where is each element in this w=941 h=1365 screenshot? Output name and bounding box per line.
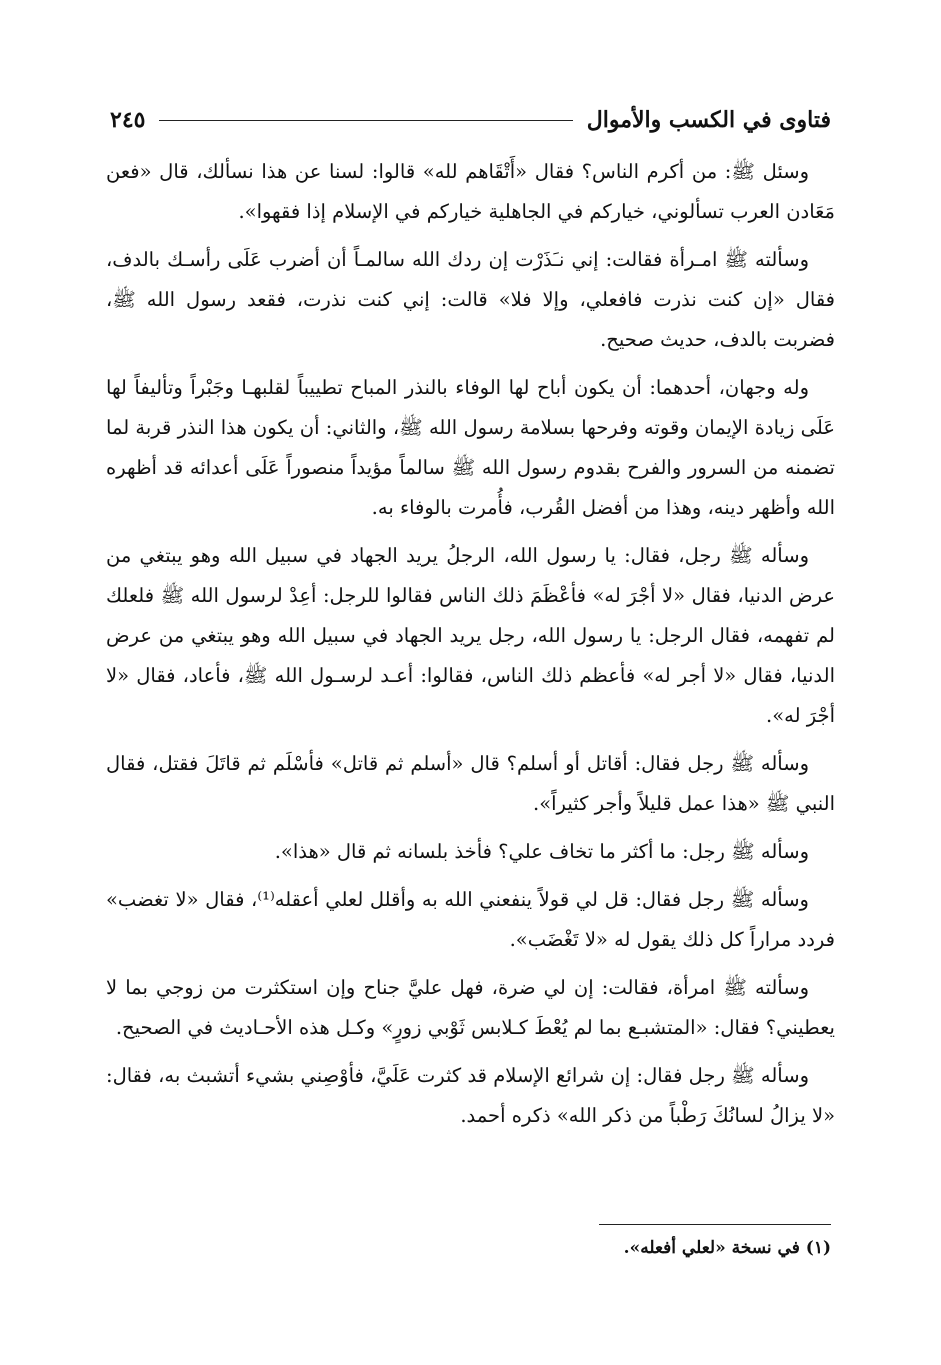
footnote-separator: [599, 1224, 831, 1225]
paragraph: وسأله ﷺ رجل فقال: إن شرائع الإسلام قد كثرت عَلَيَّ، فأوْصِني بشيء أتشبث به، فقال: «لا يزالُ لسانُكَ رَطْباً من ذكر الله» ذكره أحمد.: [106, 1064, 835, 1127]
paragraph: وسأله ﷺ رجل، فقال: يا رسول الله، الرجلُ يريد الجهاد في سبيل الله وهو يبتغي من عرض الدنيا، فقال «لا أجْرَ له» فأعْظَمَ ذلك الناس فقالوا للرجل: أعِدْ لرسول الله ﷺ فلعلك لم تفهمه، فقال الرجل: يا رسول الله، رجل يريد الجهاد في سبيل الله وهو يبتغي من عرض الدنيا، فقال «لا أجر له» فأعظم ذلك الناس، فقالوا: أعـد لرسـول الله ﷺ، فأعاد، فقال «لا أجْرَ له».: [106, 544, 835, 727]
page-body: [106, 152, 835, 1144]
page-number: ٢٤٥: [110, 107, 146, 133]
paragraph: وله وجهان، أحدهما: أن يكون أباح لها الوفاء بالنذر المباح تطييباً لقلبهـا وجَبْراً وتأليفاً لها عَلَى زيادة الإيمان وقوته وفرحها بسلامة رسول الله ﷺ، والثاني: أن يكون هذا النذر قربة لما تضمنه من السرور والفرح بقدوم رسول الله ﷺ سالماً مؤيداً منصوراً عَلَى أعدائه قد أظهره الله وأظهر دينه، وهذا من أفضل القُرب، فأُمرت بالوفاء به.: [106, 376, 835, 519]
header-rule: [159, 120, 572, 121]
paragraph: وسئل ﷺ: من أكرم الناس؟ فقال «أَتْقَاهم لله» قالوا: لسنا عن هذا نسألك، قال «فعن مَعَادن العرب تسألوني، خيارکم في الجاهلية خيارکم في الإسلام إذا فقهوا».: [106, 160, 835, 223]
running-title: فتاوى في الكسب والأموال: [586, 107, 831, 133]
page-header: [110, 96, 831, 144]
paragraph: وسأله ﷺ رجل فقال: قل لي قولاً ينفعني الله به وأقلل لعلي أعقله⁽¹⁾، فقال «لا تغضب» فردد مراراً كل ذلك يقول له «لا تَغْضَب».: [106, 888, 835, 951]
paragraph: وسألته ﷺ امرأة، فقالت: إن لي ضرة، فهل عليَّ جناح وإن استكثرت من زوجي بما لا يعطيني؟ فقال: «المتشبـع بما لم يُعْطَ كـلابس ثَوْبي زورٍ» وكـل هذه الأحـاديث في الصحيح.: [106, 976, 835, 1039]
footnote: (١) في نسخة «لعلي أفعله».: [623, 1238, 831, 1258]
paragraph: وسأله ﷺ رجل: ما أكثر ما تخاف علي؟ فأخذ بلسانه ثم قال «هذا».: [274, 840, 809, 863]
paragraph: وسألته ﷺ امـرأة فقالت: إني نـَذَرْت إن ردك الله سالمـاً أن أضرب عَلَى رأسـك بالدف، فقال «إن كنت نذرت فافعلي، وإلا فلا» قالت: إني كنت نذرت، فقعد رسول الله ﷺ، فضربت بالدف، حديث صحيح.: [106, 248, 835, 351]
paragraph: وسأله ﷺ رجل فقال: أقاتل أو أسلم؟ قال «أسلم ثم قاتل» فأسْلَم ثم قاتَلَ فقتل، فقال النبي ﷺ «هذا عمل قليلاً وأجر كثيراً».: [106, 752, 835, 815]
